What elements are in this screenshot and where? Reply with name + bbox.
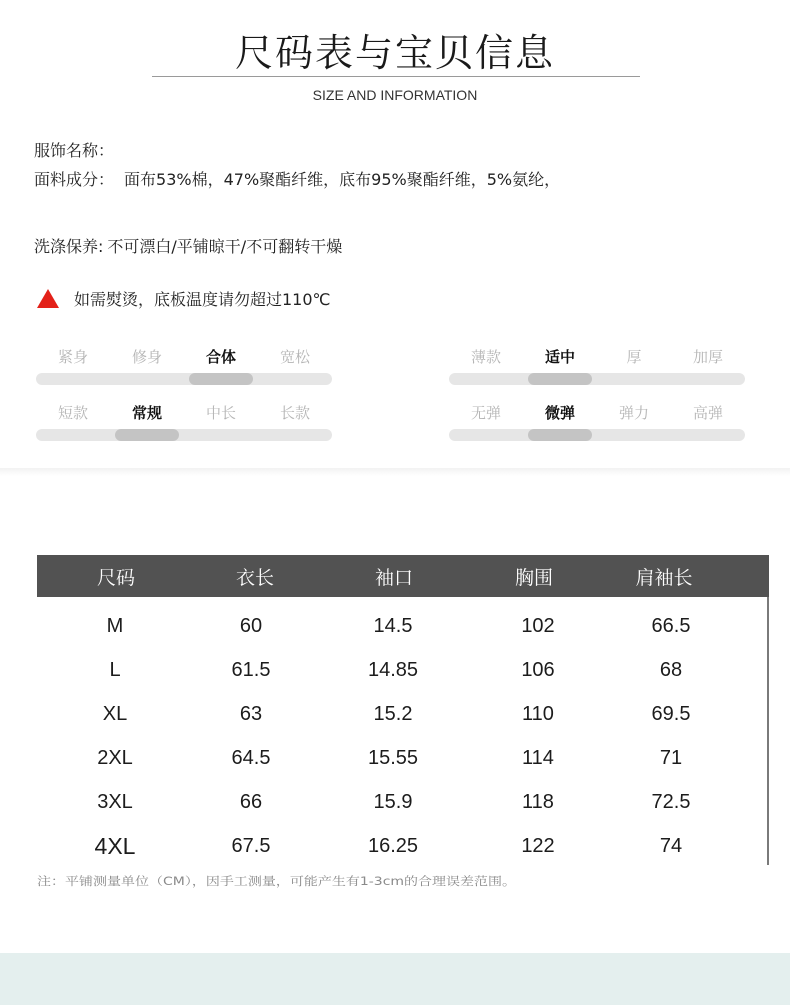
cell-length: 61.5	[231, 659, 271, 681]
length-scale-label: 中长	[205, 404, 236, 422]
fabric-label: 面料成分：	[34, 170, 115, 189]
cell-cuff: 14.85	[367, 659, 419, 681]
garment-name-label: 服饰名称：	[34, 141, 115, 160]
header-cuff: 袖口	[374, 567, 413, 589]
length-scale-indicator	[115, 429, 179, 441]
ironing-warning: 如需熨烫，底板温度请勿超过110℃	[74, 290, 331, 309]
cell-sleeve-length: 69.5	[651, 703, 691, 725]
size-table	[37, 555, 769, 865]
scales-shadow-divider	[0, 468, 790, 476]
header-chest: 胸围	[514, 567, 553, 589]
fit-scale-label: 紧身	[57, 348, 88, 366]
cell-size: 2XL	[97, 747, 133, 769]
length-scale-track	[36, 429, 332, 441]
cell-length: 63	[239, 703, 263, 725]
elasticity-scale-label: 无弹	[470, 404, 501, 422]
length-scale-label: 常规	[131, 404, 162, 422]
cell-size: 4XL	[94, 833, 136, 859]
fit-scale-label: 合体	[205, 348, 236, 366]
fabric-value: 面布53%棉，47%聚酯纤维，底布95%聚酯纤维，5%氨纶，	[124, 170, 561, 189]
cell-size: 3XL	[97, 791, 133, 813]
header-size: 尺码	[96, 567, 135, 589]
thickness-scale-label: 加厚	[692, 348, 723, 366]
cell-chest: 106	[521, 659, 555, 681]
cell-cuff: 15.55	[367, 747, 419, 769]
thickness-scale	[449, 346, 745, 394]
cell-chest: 102	[521, 615, 555, 637]
care-line	[34, 234, 342, 257]
cell-size: M	[106, 615, 124, 637]
fit-scale-label: 宽松	[279, 348, 310, 366]
header-length: 衣长	[235, 567, 274, 589]
table-right-border	[767, 597, 769, 865]
page-subtitle: SIZE AND INFORMATION	[312, 87, 478, 103]
cell-length: 64.5	[231, 747, 271, 769]
table-row	[37, 747, 769, 791]
table-row	[37, 659, 769, 703]
cell-chest: 122	[521, 835, 555, 857]
care-label: 洗涤保养:	[34, 237, 104, 256]
bottom-band	[0, 953, 790, 1005]
elasticity-scale-label: 弹力	[618, 404, 649, 422]
elasticity-scale-label: 高弹	[692, 404, 723, 422]
page-title: 尺码表与宝贝信息	[234, 31, 555, 75]
cell-size: L	[109, 659, 121, 681]
length-scale-label: 长款	[279, 404, 310, 422]
thickness-scale-label: 厚	[626, 348, 642, 366]
cell-sleeve-length: 71	[659, 747, 683, 769]
table-row	[37, 791, 769, 835]
measurement-note: 注：平铺测量单位（CM），因手工测量，可能产生有1-3cm的合理误差范围。	[37, 875, 517, 889]
cell-sleeve-length: 68	[659, 659, 683, 681]
cell-length: 60	[239, 615, 263, 637]
elasticity-scale-indicator	[528, 429, 592, 441]
thickness-scale-track	[449, 373, 745, 385]
cell-sleeve-length: 74	[659, 835, 683, 857]
thickness-scale-label: 薄款	[470, 348, 501, 366]
thickness-scale-label: 适中	[544, 348, 575, 366]
length-scale	[36, 402, 332, 450]
thickness-scale-indicator	[528, 373, 592, 385]
header-sleeve-length: 肩袖长	[635, 567, 693, 589]
cell-sleeve-length: 66.5	[651, 615, 691, 637]
elasticity-scale-track	[449, 429, 745, 441]
elasticity-scale	[449, 402, 745, 450]
care-value: 不可漂白/平铺晾干/不可翻转干燥	[107, 237, 343, 256]
fit-scale	[36, 346, 332, 394]
fabric-line	[34, 167, 560, 190]
elasticity-scale-label: 微弹	[544, 404, 575, 422]
cell-chest: 118	[522, 791, 554, 813]
cell-cuff: 15.2	[373, 703, 413, 725]
size-table-header	[37, 555, 769, 597]
title-divider	[152, 76, 640, 77]
table-row	[37, 703, 769, 747]
cell-chest: 110	[522, 703, 554, 725]
cell-length: 67.5	[231, 835, 271, 857]
length-scale-label: 短款	[57, 404, 88, 422]
fit-scale-label: 修身	[131, 348, 162, 366]
cell-sleeve-length: 72.5	[651, 791, 691, 813]
fit-scale-indicator	[189, 373, 253, 385]
cell-size: XL	[102, 703, 128, 725]
warning-triangle-icon	[37, 289, 59, 308]
cell-cuff: 14.5	[373, 615, 413, 637]
fit-scale-track	[36, 373, 332, 385]
cell-cuff: 15.9	[373, 791, 413, 813]
table-row	[37, 615, 769, 659]
cell-length: 66	[239, 791, 263, 813]
cell-cuff: 16.25	[367, 835, 419, 857]
garment-name-line	[34, 138, 114, 161]
cell-chest: 114	[522, 747, 554, 769]
